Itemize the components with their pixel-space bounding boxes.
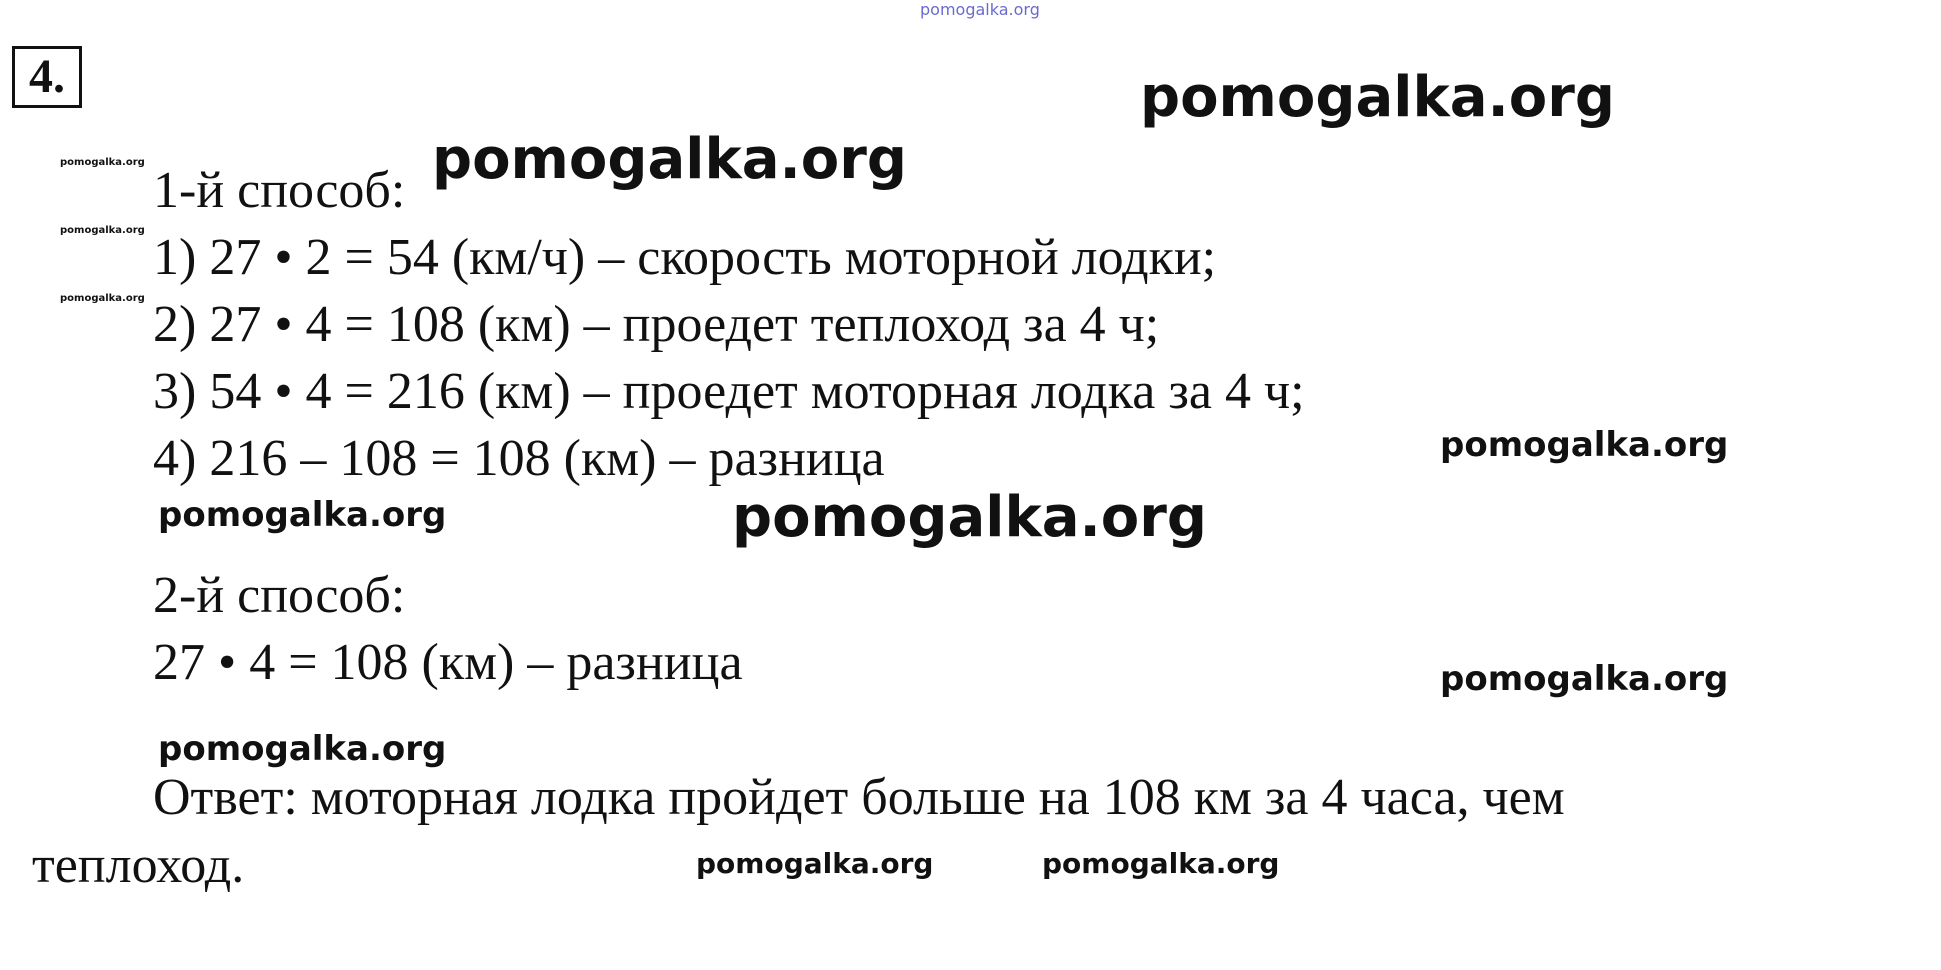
- watermark-small: pomogalka.org: [60, 157, 145, 168]
- watermark-large: pomogalka.org: [432, 127, 907, 192]
- watermark-medium: pomogalka.org: [158, 729, 447, 769]
- method1-step: 2) 27 • 4 = 108 (км) – проедет теплоход за 4 ч;: [153, 296, 1160, 353]
- watermark-medium: pomogalka.org: [696, 847, 934, 880]
- watermark-top: pomogalka.org: [920, 0, 1040, 19]
- method1-step: 4) 216 – 108 = 108 (км) – разница: [153, 430, 885, 487]
- watermark-small: pomogalka.org: [60, 225, 145, 236]
- watermark-medium: pomogalka.org: [1042, 847, 1280, 880]
- task-number: 4.: [12, 46, 82, 108]
- method2-heading: 2-й способ:: [153, 567, 406, 624]
- method2-step: 27 • 4 = 108 (км) – разница: [153, 634, 743, 691]
- watermark-small: pomogalka.org: [60, 293, 145, 304]
- method1-heading: 1-й способ:: [153, 162, 406, 219]
- method1-step: 1) 27 • 2 = 54 (км/ч) – скорость моторной лодки;: [153, 229, 1217, 286]
- watermark-medium: pomogalka.org: [1440, 425, 1729, 465]
- watermark-medium: pomogalka.org: [1440, 659, 1729, 699]
- answer-text: Ответ: моторная лодка пройдет больше на 108 км за 4 часа, чем: [153, 769, 1565, 826]
- answer-text-continued: теплоход.: [32, 837, 245, 894]
- watermark-large: pomogalka.org: [1140, 65, 1615, 130]
- watermark-large: pomogalka.org: [732, 485, 1207, 550]
- watermark-medium: pomogalka.org: [158, 495, 447, 535]
- method1-step: 3) 54 • 4 = 216 (км) – проедет моторная лодка за 4 ч;: [153, 363, 1305, 420]
